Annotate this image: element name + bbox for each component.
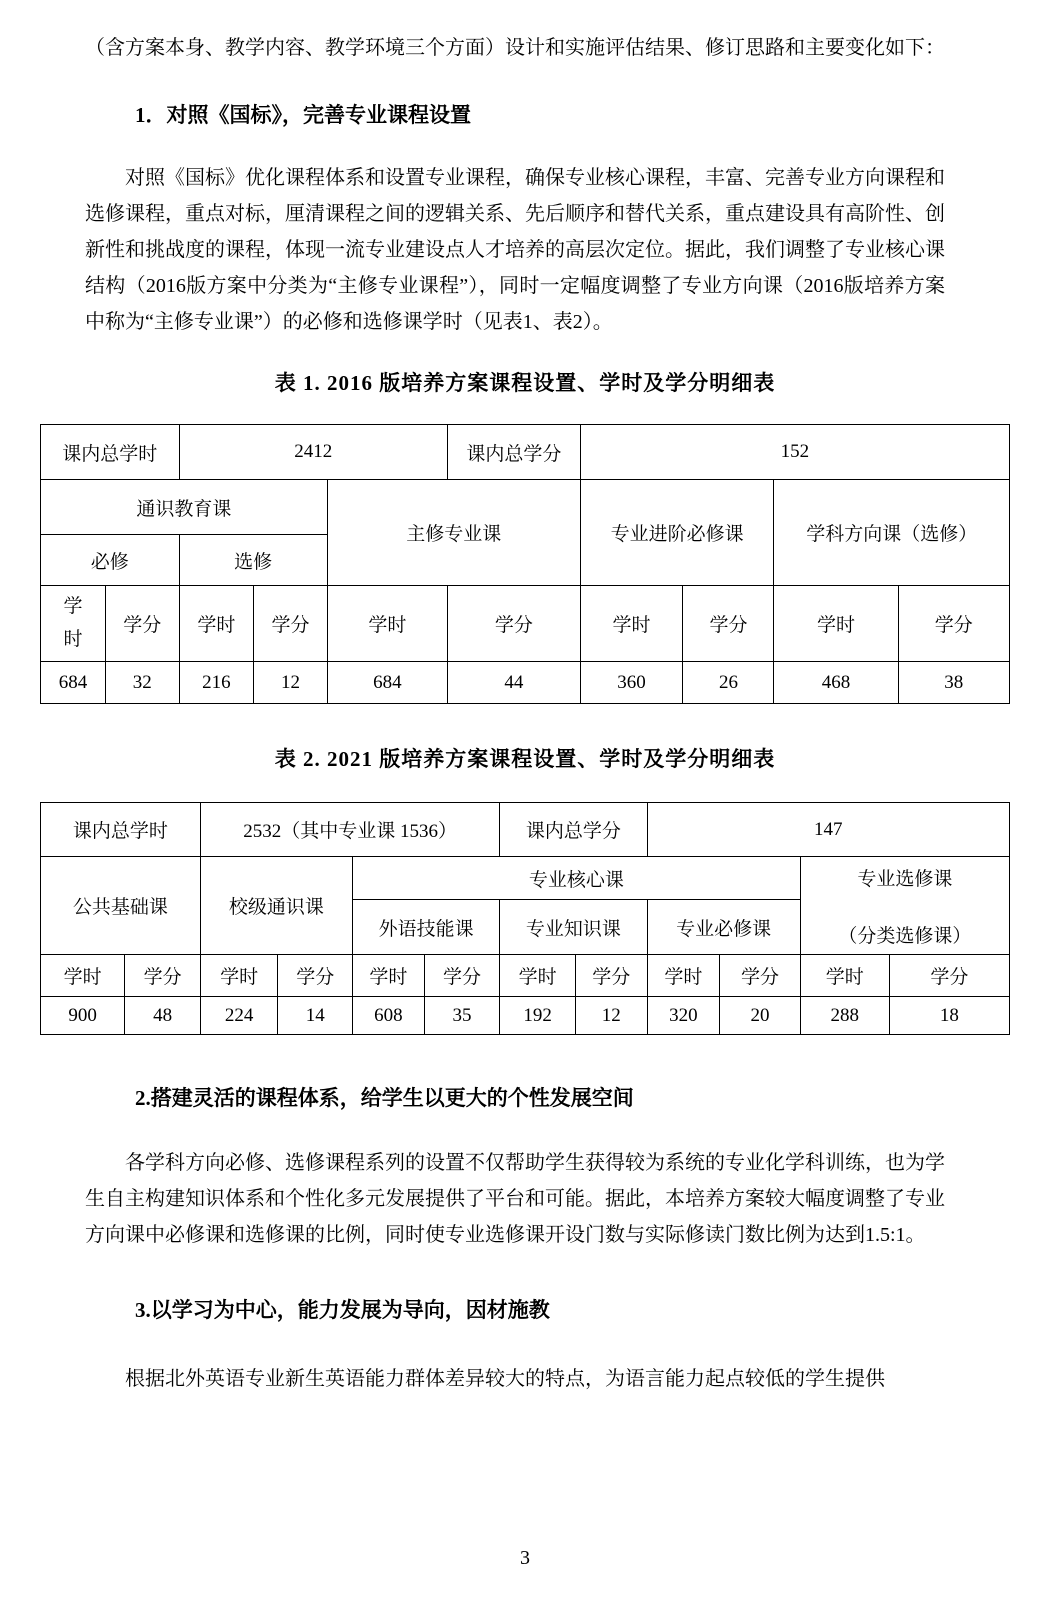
table-2-caption: 表 2. 2021 版培养方案课程设置、学时及学分明细表 bbox=[274, 747, 776, 771]
t2-header-cell: 学时 bbox=[353, 955, 425, 997]
t2-header-cell: 学时 bbox=[200, 955, 278, 997]
t1-group-required: 必修 bbox=[41, 535, 180, 586]
t2-header-cell: 学时 bbox=[41, 955, 125, 997]
table-row bbox=[41, 955, 1010, 997]
t1-value-cell: 360 bbox=[580, 662, 683, 704]
table-row bbox=[41, 425, 1010, 480]
table-row bbox=[41, 997, 1010, 1035]
t1-header-cell: 学分 bbox=[683, 586, 774, 662]
t1-group-elective: 选修 bbox=[179, 535, 327, 586]
t2-header-cell: 学时 bbox=[500, 955, 576, 997]
t1-header-cell: 学时 bbox=[580, 586, 683, 662]
t2-value-cell: 608 bbox=[353, 997, 425, 1035]
t1-header-cell: 学分 bbox=[254, 586, 328, 662]
section-3-paragraph: 根据北外英语专业新生英语能力群体差异较大的特点，为语言能力起点较低的学生提供 bbox=[125, 1368, 885, 1390]
t2-total-credits-value: 147 bbox=[647, 803, 1009, 857]
t1-value-cell: 12 bbox=[254, 662, 328, 704]
t2-group-school-general: 校级通识课 bbox=[200, 857, 352, 955]
t2-total-hours-label: 课内总学时 bbox=[41, 803, 201, 857]
t2-value-cell: 14 bbox=[278, 997, 353, 1035]
t2-value-cell: 224 bbox=[200, 997, 278, 1035]
t2-group-elective bbox=[800, 857, 1009, 955]
table-row bbox=[41, 803, 1010, 857]
t1-value-cell: 684 bbox=[41, 662, 106, 704]
t1-header-cell: 学分 bbox=[898, 586, 1009, 662]
intro-paragraph: （含方案本身、教学内容、教学环境三个方面）设计和实施评估结果、修订思路和主要变化如下： bbox=[85, 37, 945, 59]
t2-group-language-skills: 外语技能课 bbox=[353, 900, 500, 955]
section-1-heading: 1．对照《国标》，完善专业课程设置 bbox=[135, 103, 471, 127]
t1-value-cell: 32 bbox=[105, 662, 179, 704]
t1-value-cell: 26 bbox=[683, 662, 774, 704]
t2-header-cell: 学时 bbox=[800, 955, 889, 997]
t2-header-cell: 学分 bbox=[424, 955, 500, 997]
t2-value-cell: 12 bbox=[575, 997, 647, 1035]
t1-total-hours-value: 2412 bbox=[179, 425, 447, 480]
t2-total-hours-value: 2532（其中专业课 1536） bbox=[200, 803, 499, 857]
page-number: 3 bbox=[520, 1547, 530, 1569]
table-row bbox=[41, 857, 1010, 900]
t2-group-core: 专业核心课 bbox=[353, 857, 801, 900]
table-row bbox=[41, 480, 1010, 535]
t2-header-cell: 学分 bbox=[889, 955, 1009, 997]
t2-group-public-basic: 公共基础课 bbox=[41, 857, 201, 955]
table-2 bbox=[40, 802, 1010, 1035]
t1-value-cell: 44 bbox=[447, 662, 580, 704]
t1-value-cell: 38 bbox=[898, 662, 1009, 704]
t2-value-cell: 35 bbox=[424, 997, 500, 1035]
t1-value-cell: 468 bbox=[774, 662, 898, 704]
t1-group-advanced: 专业进阶必修课 bbox=[580, 480, 774, 586]
t2-header-cell: 学分 bbox=[278, 955, 353, 997]
t1-total-credits-value: 152 bbox=[580, 425, 1009, 480]
t2-total-credits-label: 课内总学分 bbox=[500, 803, 647, 857]
section-2-paragraph: 各学科方向必修、选修课程系列的设置不仅帮助学生获得较为系统的专业化学科训练，也为学生自主构建知识体系和个性化多元发展提供了平台和可能。据此，本培养方案较大幅度调整了专业方向课中必修课和选修课的比例，同时使专业选修课开设门数与实际修读门数比例为达到1.5:1。 bbox=[85, 1152, 945, 1246]
t2-value-cell: 288 bbox=[800, 997, 889, 1035]
t2-group-knowledge: 专业知识课 bbox=[500, 900, 647, 955]
t1-group-general: 通识教育课 bbox=[41, 480, 328, 535]
section-2-heading: 2.搭建灵活的课程体系，给学生以更大的个性发展空间 bbox=[135, 1086, 634, 1110]
t2-value-cell: 18 bbox=[889, 997, 1009, 1035]
t1-header-cell: 学时 bbox=[774, 586, 898, 662]
t1-header-cell: 学分 bbox=[447, 586, 580, 662]
t2-elective-line2: （分类选修课） bbox=[838, 925, 972, 947]
section-1-paragraph: 对照《国标》优化课程体系和设置专业课程，确保专业核心课程，丰富、完善专业方向课程和选修课程，重点对标，厘清课程之间的逻辑关系、先后顺序和替代关系，重点建设具有高阶性、创新性和挑战度的课程，体现一流专业建设点人才培养的高层次定位。据此，我们调整了专业核心课结构（2016版方案中分类为“主修专业课程”），同时一定幅度调整了专业方向课（2016版培养方案中称为“主修专业课”）的必修和选修课学时（见表1、表2）。 bbox=[85, 167, 945, 333]
t1-value-cell: 684 bbox=[327, 662, 447, 704]
t1-group-major: 主修专业课 bbox=[327, 480, 580, 586]
t2-value-cell: 192 bbox=[500, 997, 576, 1035]
t2-group-elective-lines bbox=[803, 864, 1007, 948]
table-row bbox=[41, 586, 1010, 662]
table-1-caption: 表 1. 2016 版培养方案课程设置、学时及学分明细表 bbox=[274, 371, 776, 395]
table-1 bbox=[40, 424, 1010, 704]
section-3-heading: 3.以学习为中心，能力发展为导向，因材施教 bbox=[135, 1298, 550, 1322]
table-row bbox=[41, 662, 1010, 704]
t2-value-cell: 20 bbox=[720, 997, 800, 1035]
t2-header-cell: 学分 bbox=[125, 955, 201, 997]
t1-header-cell: 学时 bbox=[179, 586, 254, 662]
t2-value-cell: 900 bbox=[41, 997, 125, 1035]
t1-total-credits-label: 课内总学分 bbox=[447, 425, 580, 480]
t2-header-cell: 学时 bbox=[647, 955, 720, 997]
t1-value-cell: 216 bbox=[179, 662, 254, 704]
t1-header-cell: 学分 bbox=[105, 586, 179, 662]
t2-value-cell: 48 bbox=[125, 997, 201, 1035]
t2-header-cell: 学分 bbox=[575, 955, 647, 997]
spacer bbox=[803, 891, 1007, 921]
t1-header-cell: 学时 bbox=[327, 586, 447, 662]
t2-elective-line1: 专业选修课 bbox=[857, 868, 953, 890]
t1-group-direction: 学科方向课（选修） bbox=[774, 480, 1010, 586]
t1-header-cell bbox=[41, 586, 106, 662]
t2-group-required: 专业必修课 bbox=[647, 900, 800, 955]
t2-value-cell: 320 bbox=[647, 997, 720, 1035]
t1-header-label: 学时 bbox=[63, 596, 83, 650]
t2-header-cell: 学分 bbox=[720, 955, 800, 997]
t1-total-hours-label: 课内总学时 bbox=[41, 425, 180, 480]
